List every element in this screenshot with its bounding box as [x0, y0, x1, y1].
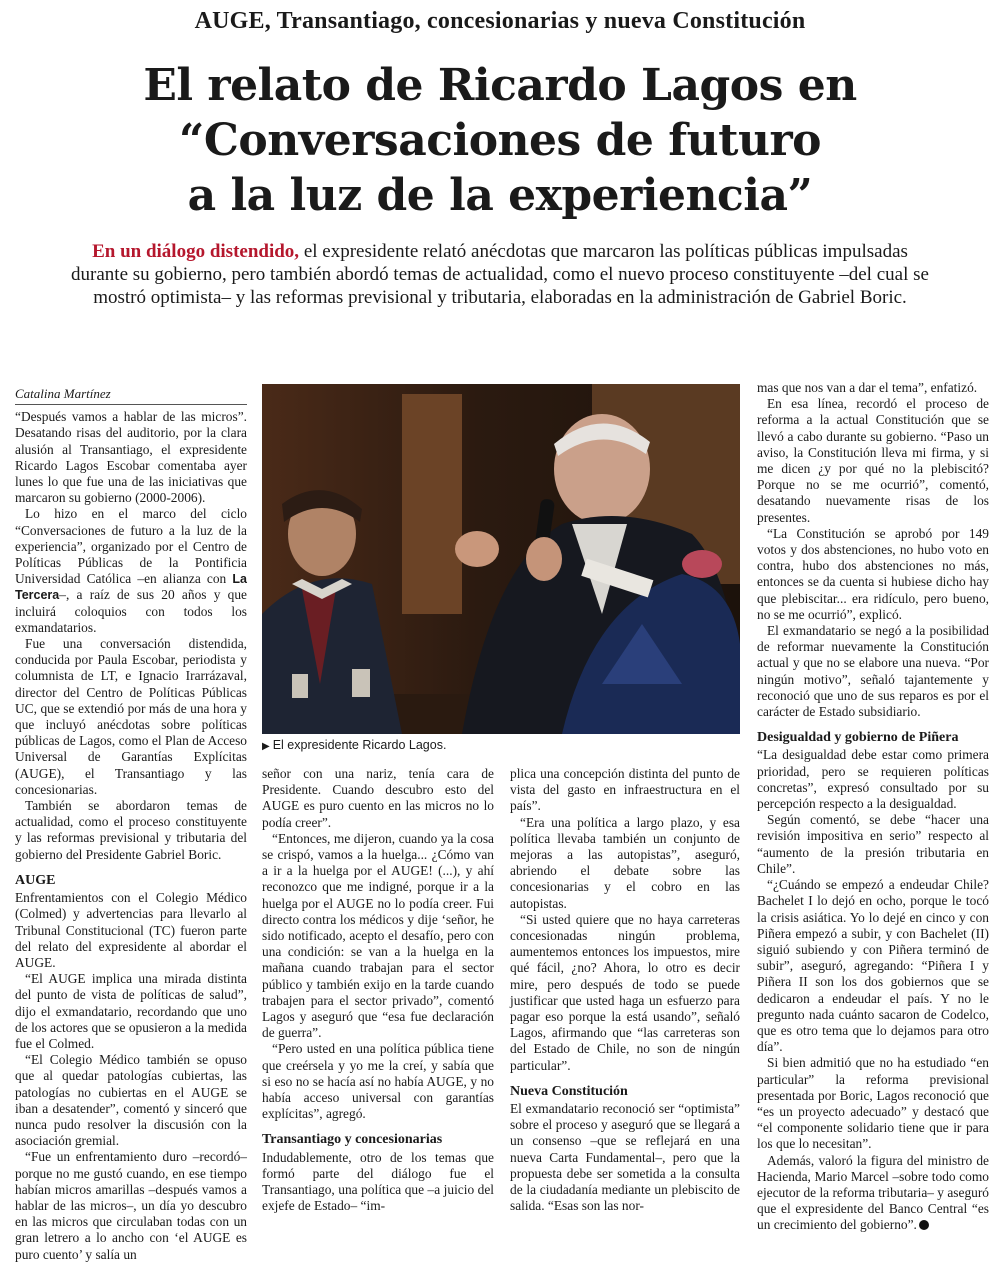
- paragraph: señor con una nariz, tenía cara de Presidente. Cuando descubro esto del AUGE es puro cuento en las micros no lo podía creer”.: [262, 766, 494, 830]
- article-column-2: [262, 766, 494, 1214]
- paragraph-text: Además, valoró la figura del ministro de Hacienda, Mario Marcel –sobre todo como ejecutor de la reforma tributaria– y aseguró que el expresidente del Banco Central “es un crecimiento del gobierno”.: [757, 1152, 989, 1233]
- section-heading: Nueva Constitución: [510, 1083, 628, 1099]
- section-heading: AUGE: [15, 872, 56, 888]
- paragraph: El exmandatario se negó a la posibilidad de reformar nuevamente la Constitución actual y que no se elabore una nueva. “Por ningún motivo”, señaló tajantemente y reconoció que uno de sus reparos es por el carácter de Estado subsidiario.: [757, 623, 989, 720]
- article-column-4: [757, 380, 989, 1234]
- paragraph: Indudablemente, otro de los temas que formó parte del diálogo fue el Transantiago, una política que –a juicio del exjefe de Estado– “im-: [262, 1149, 494, 1214]
- paragraph: “Entonces, me dijeron, cuando ya la cosa se crispó, vamos a la huelga... ¿Cómo van a ir a la huelga por el AUGE! (...), y ahí reconozco que me indigné, porque ir a la huelga por el AUGE no lo podía creer. Fui directo contra los médicos y dije ‘señor, he sido notificado, acepto el desafío, pero con una condición: se van a la huelga en la mañana cuando trabajan para el sector público y también exijo en la tarde cuando trabajen para el sector privado”, comentó Lagos y aseguró que “esa fue declaración de guerra”.: [262, 830, 494, 1041]
- paragraph: “Después vamos a hablar de las micros”. Desatando risas del auditorio, por la clara alusión al Transantiago, el expresidente Ricardo Lagos Escobar comentaba ayer lunes lo que fue una de las iniciativas que marcaron su gobierno (2000-2006).: [15, 409, 247, 506]
- paragraph: El exmandatario reconoció ser “optimista” sobre el proceso y aseguró que se llegará a un consenso –que se reflejará en una nueva Carta Fundamental–, pero que la propuesta debe ser sometida a la consulta de la ciudadanía mediante un plebiscito de salida. “Esas son las nor-: [510, 1101, 740, 1214]
- paragraph: Enfrentamientos con el Colegio Médico (Colmed) y advertencias para llevarlo al Tribunal Constitucional (TC) fueron parte del relato del expresidente al abordar el AUGE.: [15, 890, 247, 970]
- paragraph: En esa línea, recordó el proceso de reforma a la actual Constitución que se llevó a cabo durante su gobierno. “Paso un aviso, la Constitución lleva mi firma, y si me dicen ¿y por qué no la plebiscitó? Porque no se me ocurrió”, comentó, desatando nuevamente risas de los presentes.: [757, 396, 989, 525]
- headline: [0, 58, 1000, 223]
- lead-text: el expresidente relató anécdotas que marcaron las políticas públicas impulsadas durante su gobierno, pero también abordó temas de actualidad, como el nuevo proceso constituyente –del cual se mostró optimista– y las reformas previsional y tributaria, elaboradas en la administración de Gabriel Boric.: [71, 241, 929, 308]
- photo-caption: [262, 738, 446, 752]
- paragraph: [15, 506, 247, 636]
- paragraph-text: –, a raíz de sus 20 años y que incluirá coloquios con todos los exmandatarios.: [15, 587, 247, 635]
- paragraph: plica una concepción distinta del punto de vista del gasto en infraestructura en el país”.: [510, 766, 740, 814]
- section-heading: Transantiago y concesionarias: [262, 1132, 443, 1148]
- paragraph: También se abordaron temas de actualidad, como el proceso constituyente y las reformas previsional y tributaria del gobierno del Presidente Gabriel Boric.: [15, 798, 247, 862]
- paragraph: “Era una política a largo plazo, y esa política llevaba también un conjunto de mejoras a las autopistas”, aseguró, abriendo el debate sobre las concesionarias y el cobro en las autopistas.: [510, 814, 740, 911]
- paragraph: “Fue un enfrentamiento duro –recordó– porque no me gustó cuando, en ese tiempo habían micros amarillas –después vamos a hablar de las micros–, un día yo descubro en las micros que circulaban todas con un gran letrero a lo ancho con ‘el AUGE es puro cuento’ y salía un: [15, 1149, 247, 1262]
- end-of-article-icon: [919, 1220, 929, 1230]
- paragraph: Si bien admitió que no ha estudiado “en particular” la reforma previsional presentada por Boric, Lagos reconoció que “es un proyecto adecuado” y destacó que “el componente solidario tiene que ir para los que lo necesitan”.: [757, 1055, 989, 1152]
- kicker: AUGE, Transantiago, concesionarias y nueva Constitución: [194, 8, 806, 34]
- paragraph-text: Lo hizo en el marco del ciclo “Conversaciones de futuro a la luz de la experiencia”, organizado por el Centro de Políticas Públicas de la Pontificia Universidad Católica –en alianza con: [15, 506, 247, 587]
- brand-name: La Tercera: [15, 572, 247, 603]
- paragraph: mas que nos van a dar el tema”, enfatizó.: [757, 380, 978, 395]
- headline-line-2: “Conversaciones de futuro: [179, 115, 821, 166]
- headline-line-3: a la luz de la experiencia”: [187, 170, 813, 221]
- paragraph: Fue una conversación distendida, conducida por Paula Escobar, periodista y columnista de LT, e Ignacio Irarrázaval, director del Centro de Políticas Públicas UC, que se extendió por más de una hora y que incluyó anécdotas sobre políticas públicas de Lagos, como el Plan de Acceso Universal de Garantías Explícitas (AUGE), el Transantiago y las concesionarias.: [15, 636, 247, 797]
- paragraph: “La Constitución se aprobó por 149 votos y dos abstenciones, no hubo voto en contra, hubo dos abstenciones no más, entonces se da cuenta si hubiese dicho hay que plebiscitar... era ridículo, pero bueno, no se me ocurrió”, explicó.: [757, 525, 989, 622]
- caption-triangle-icon: ▶: [262, 741, 270, 752]
- headline-line-1: El relato de Ricardo Lagos en: [143, 60, 857, 111]
- paragraph: “El AUGE implica una mirada distinta del punto de vista de políticas de salud”, dijo el exmandatario, recordando que uno de los actores que se opusieron a la medida fue el Colmed.: [15, 971, 247, 1051]
- paragraph: “La desigualdad debe estar como primera prioridad, pero se requieren políticas concretas”, expresó consultado por su percepción respecto a la desigualdad.: [757, 747, 989, 812]
- lead-highlight: En un diálogo distendido,: [92, 241, 300, 262]
- article-column-3: [510, 766, 740, 1214]
- byline: Catalina Martínez: [15, 386, 247, 405]
- lead-paragraph: [70, 240, 930, 309]
- paragraph: “Si usted quiere que no haya carreteras concesionadas ningún problema, aumentemos entonces los impuestos, mire qué fácil, ¿no? Ahora, lo otro es decir mire, pero después de todo se puede justificar que usted haga un esfuerzo para pagar eso porque la está usando”, señaló Lagos, afirmando que “las carreteras son del Estado de Chile, no son de ningún particular”.: [510, 911, 740, 1073]
- section-heading: Desigualdad y gobierno de Piñera: [757, 730, 959, 746]
- paragraph: “¿Cuándo se empezó a endeudar Chile? Bachelet I lo dejó en ocho, porque le tocó la crisis asiática. Yo lo dejé en cinco y con Piñera empezó a subir, y con Bachelet (II) siguió subiendo y con Piñera terminó de subir”, aseguró, agregando: “Piñera I y Piñera II son los dos gobiernos que se dedicaron a endeudar el país. Y no le pregunto nada cuánto sacaron de Codelco, que es otro tema que lo dejamos para otro día”.: [757, 877, 989, 1055]
- article-photo: [262, 384, 740, 734]
- article-column-1: [15, 386, 247, 1263]
- paragraph: “Pero usted en una política pública tiene que creérsela y yo me la creí, y sabía que si eso no se hacía así no había AUGE, y no había acceso universal con garantías explícitas”, agregó.: [262, 1041, 494, 1122]
- photo-illustration: [262, 384, 740, 734]
- paragraph: Según comentó, se debe “hacer una revisión impositiva en serio” respecto al “aumento de la presión tributaria en Chile”.: [757, 812, 989, 876]
- caption-text: El expresidente Ricardo Lagos.: [272, 738, 447, 752]
- paragraph: “El Colegio Médico también se opuso que al quedar patologías cubiertas, las patologías no cubiertas en el AUGE se iban a desatender”, comentó y sinceró que nunca pudo resolver la discusión con la asociación gremial.: [15, 1052, 247, 1149]
- paragraph: [757, 1153, 989, 1234]
